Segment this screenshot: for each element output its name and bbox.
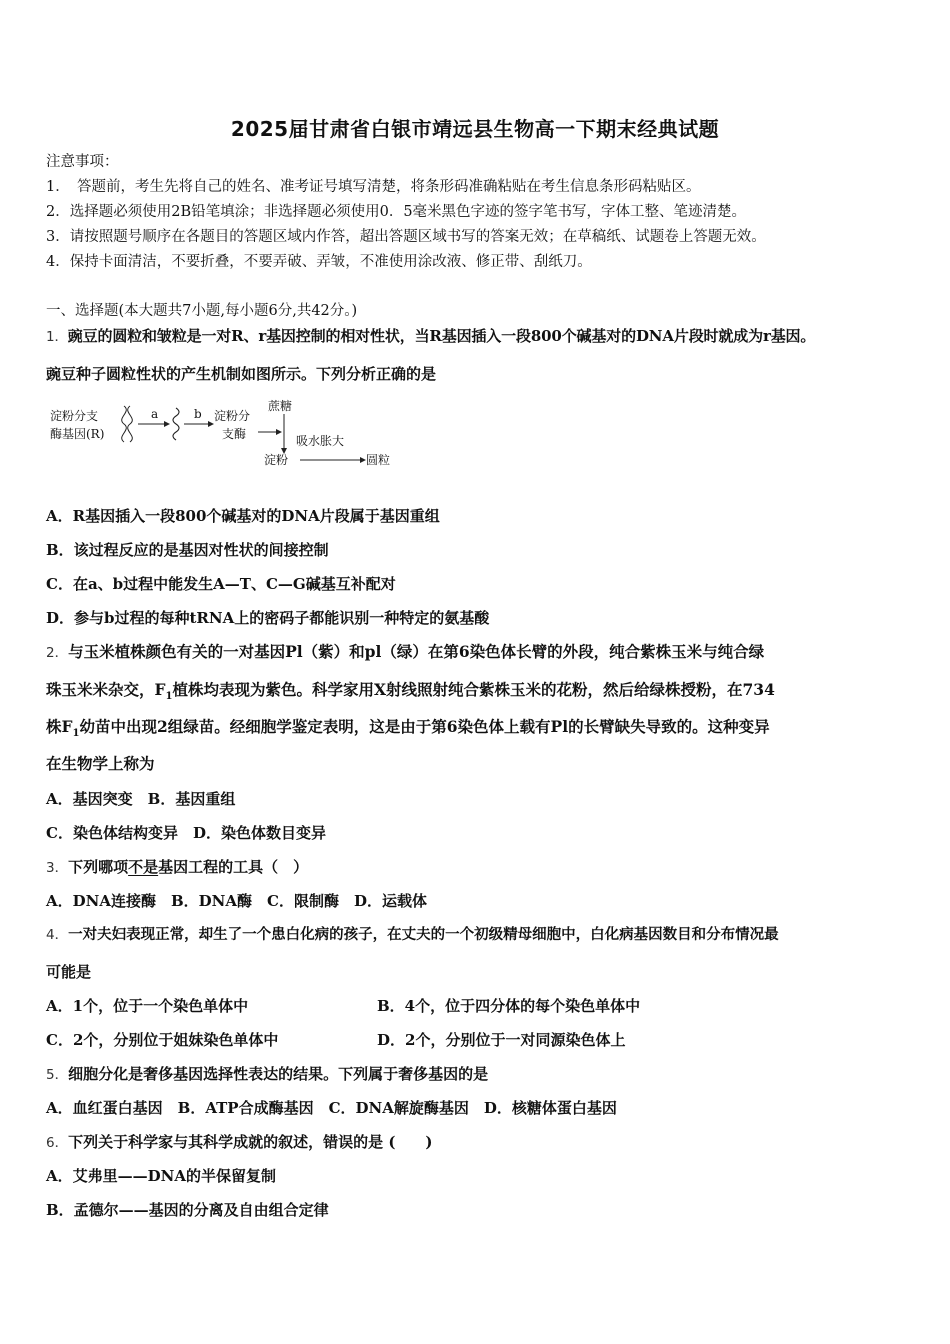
diagram-swell-label: 吸水胀大 bbox=[296, 434, 345, 448]
diagram-enzyme-label: 支酶 bbox=[222, 427, 247, 441]
question-6-stem: 6．下列关于科学家与其科学成就的叙述，错误的是 ( ) bbox=[46, 1133, 433, 1151]
diagram-gene-label: 酶基因(R) bbox=[50, 427, 105, 441]
option: A．1个，位于一个染色单体中 bbox=[46, 997, 249, 1015]
mrna-icon bbox=[173, 408, 179, 440]
diagram-sucrose-label: 蔗糖 bbox=[268, 399, 293, 413]
option: B．该过程反应的是基因对性状的间接控制 bbox=[46, 541, 329, 559]
starch-mechanism-diagram bbox=[46, 398, 406, 472]
notice-item: 2．选择题必须使用2B铅笔填涂；非选择题必须使用0．5毫米黑色字迹的签字笔书写，字体工整、笔迹清楚。 bbox=[46, 204, 747, 220]
diagram-round-label: 圆粒 bbox=[366, 453, 391, 467]
question-4-stem: 4．一对夫妇表现正常，却生了一个患白化病的孩子，在丈夫的一个初级精母细胞中，白化病基因数目和分布情况最 bbox=[46, 926, 779, 943]
question-number: 2． bbox=[46, 645, 69, 661]
option: D．参与b过程的每种tRNA上的密码子都能识别一种特定的氨基酸 bbox=[46, 609, 490, 627]
option: C．染色体结构变异 D．染色体数目变异 bbox=[46, 824, 326, 842]
notice-item: 3．请按照题号顺序在各题目的答题区域内作答，超出答题区域书写的答案无效；在草稿纸、试题卷上答题无效。 bbox=[46, 229, 766, 245]
option: C．在a、b过程中能发生A—T、C—G碱基互补配对 bbox=[46, 575, 396, 593]
question-1-stem: 1．豌豆的圆粒和皱粒是一对R、r基因控制的相对性状，当R基因插入一段800个碱基对的DNA片段时就成为r基因。 bbox=[46, 327, 816, 345]
diagram-enzyme-label: 淀粉分 bbox=[214, 409, 251, 423]
notice-item: 4．保持卡面清洁，不要折叠，不要弄破、弄皱，不准使用涂改液、修正带、刮纸刀。 bbox=[46, 254, 592, 270]
option: D．2个，分别位于一对同源染色体上 bbox=[377, 1031, 626, 1049]
question-number: 5． bbox=[46, 1067, 69, 1083]
option: A．基因突变 B．基因重组 bbox=[46, 790, 236, 808]
question-3-stem: 3．下列哪项不是基因工程的工具（ ） bbox=[46, 858, 309, 876]
question-number: 6． bbox=[46, 1135, 69, 1151]
page-title: 2025届甘肃省白银市靖远县生物高一下期末经典试题 bbox=[230, 117, 720, 141]
diagram-a-label: a bbox=[151, 407, 159, 421]
notice-heading: 注意事项： bbox=[46, 154, 119, 170]
emphasis-not: 不是 bbox=[128, 858, 159, 876]
diagram-gene-label: 淀粉分支 bbox=[50, 409, 99, 423]
question-2-stem: 2．与玉米植株颜色有关的一对基因Pl（紫）和pl（绿）在第6染色体长臂的外段，纯合紫株玉米与纯合绿 bbox=[46, 642, 765, 661]
diagram-b-label: b bbox=[194, 407, 202, 421]
question-1-stem-cont: 豌豆种子圆粒性状的产生机制如图所示。下列分析正确的是 bbox=[46, 365, 437, 383]
diagram-starch-label: 淀粉 bbox=[264, 453, 289, 467]
question-number: 4． bbox=[46, 927, 69, 943]
question-2-stem-cont: 珠玉米米杂交，$F_1$植株均表现为紫色。科学家用X射线照射纯合紫株玉米的花粉，然后给绿株授粉，在734 bbox=[46, 680, 775, 703]
option: A．血红蛋白基因 B．ATP合成酶基因 C．DNA解旋酶基因 D．核糖体蛋白基因 bbox=[46, 1099, 617, 1117]
question-number: 1． bbox=[46, 329, 68, 345]
question-2-stem-cont: 株$F_1$幼苗中出现2组绿苗。经细胞学鉴定表明，这是由于第6染色体上载有Pl的长臂缺失导致的。这种变异 bbox=[46, 717, 770, 740]
notice-item: 1． 答题前，考生先将自己的姓名、准考证号填写清楚，将条形码准确粘贴在考生信息条形码粘贴区。 bbox=[46, 179, 701, 195]
section-heading: 一、选择题(本大题共7小题,每小题6分,共42分。) bbox=[46, 303, 358, 319]
option: C．2个，分别位于姐妹染色单体中 bbox=[46, 1031, 279, 1049]
question-5-stem: 5．细胞分化是奢侈基因选择性表达的结果。下列属于奢侈基因的是 bbox=[46, 1065, 489, 1083]
question-2-stem-cont: 在生物学上称为 bbox=[46, 754, 155, 773]
option: B．孟德尔——基因的分离及自由组合定律 bbox=[46, 1201, 329, 1219]
option: B．4个，位于四分体的每个染色单体中 bbox=[377, 997, 641, 1015]
option: A．R基因插入一段800个碱基对的DNA片段属于基因重组 bbox=[46, 507, 440, 525]
question-number: 3． bbox=[46, 860, 69, 876]
question-4-stem-cont: 可能是 bbox=[46, 963, 92, 981]
dna-helix-icon bbox=[122, 406, 133, 442]
option: A．艾弗里——DNA的半保留复制 bbox=[46, 1167, 276, 1185]
option: A．DNA连接酶 B．DNA酶 C．限制酶 D．运载体 bbox=[46, 892, 427, 910]
